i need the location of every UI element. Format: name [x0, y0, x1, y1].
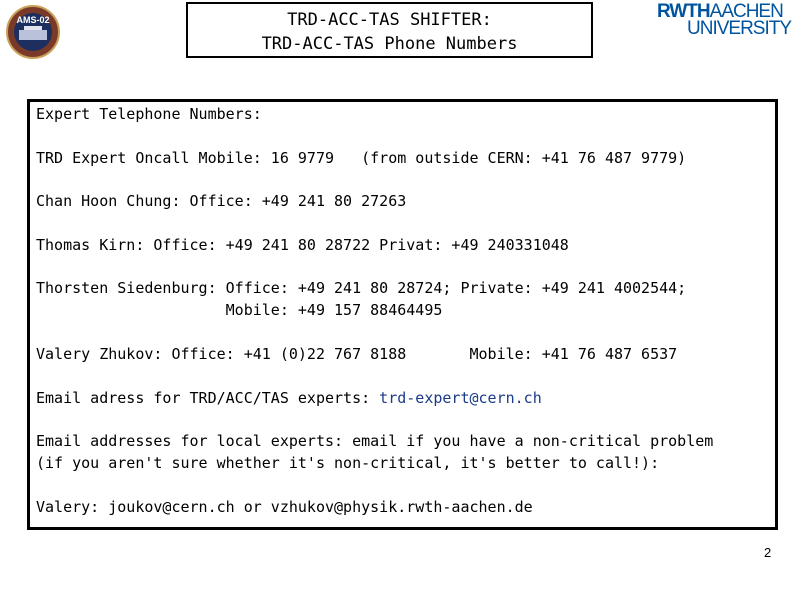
- expert-email-line: [36, 387, 542, 409]
- chung-line: Chan Hoon Chung: Office: +49 241 80 27263: [36, 192, 407, 210]
- local-experts-line-2: (if you aren't sure whether it's non-critical, it's better to call!):: [36, 454, 660, 472]
- kirn-line: Thomas Kirn: Office: +49 241 80 28722 Privat: +49 240331048: [36, 236, 569, 254]
- valery-email-line: Valery: joukov@cern.ch or vzhukov@physik.rwth-aachen.de: [36, 498, 533, 516]
- section-heading: Expert Telephone Numbers:: [36, 105, 262, 123]
- title-line-2: TRD-ACC-TAS Phone Numbers: [261, 34, 518, 54]
- rwth-logo-text: RWTH: [657, 1, 710, 22]
- expert-email-link[interactable]: trd-expert@cern.ch: [379, 389, 542, 407]
- ams-02-logo: [6, 4, 60, 62]
- siedenburg-line-2: Mobile: +49 157 88464495: [36, 301, 443, 319]
- local-experts-line-1: Email addresses for local experts: email if you have a non-critical problem: [36, 432, 714, 450]
- aachen-logo-text: AACHEN: [709, 1, 783, 22]
- rwth-aachen-logo: [657, 1, 792, 39]
- zhukov-line: Valery Zhukov: Office: +41 (0)22 767 8188 Mobile: +41 76 487 6537: [36, 345, 678, 363]
- title-box: [186, 2, 593, 58]
- university-logo-text: UNIVERSITY: [687, 18, 792, 39]
- expert-email-label: Email adress for TRD/ACC/TAS experts:: [36, 389, 380, 407]
- phone-list-box: [27, 99, 778, 530]
- siedenburg-line-1: Thorsten Siedenburg: Office: +49 241 80 28724; Private: +49 241 4002544;: [36, 279, 687, 297]
- title-line-1: TRD-ACC-TAS SHIFTER:: [287, 10, 492, 30]
- oncall-line: TRD Expert Oncall Mobile: 16 9779 (from outside CERN: +41 76 487 9779): [36, 149, 687, 167]
- page-number: 2: [764, 545, 772, 560]
- ams-logo-text: AMS-02: [16, 15, 50, 25]
